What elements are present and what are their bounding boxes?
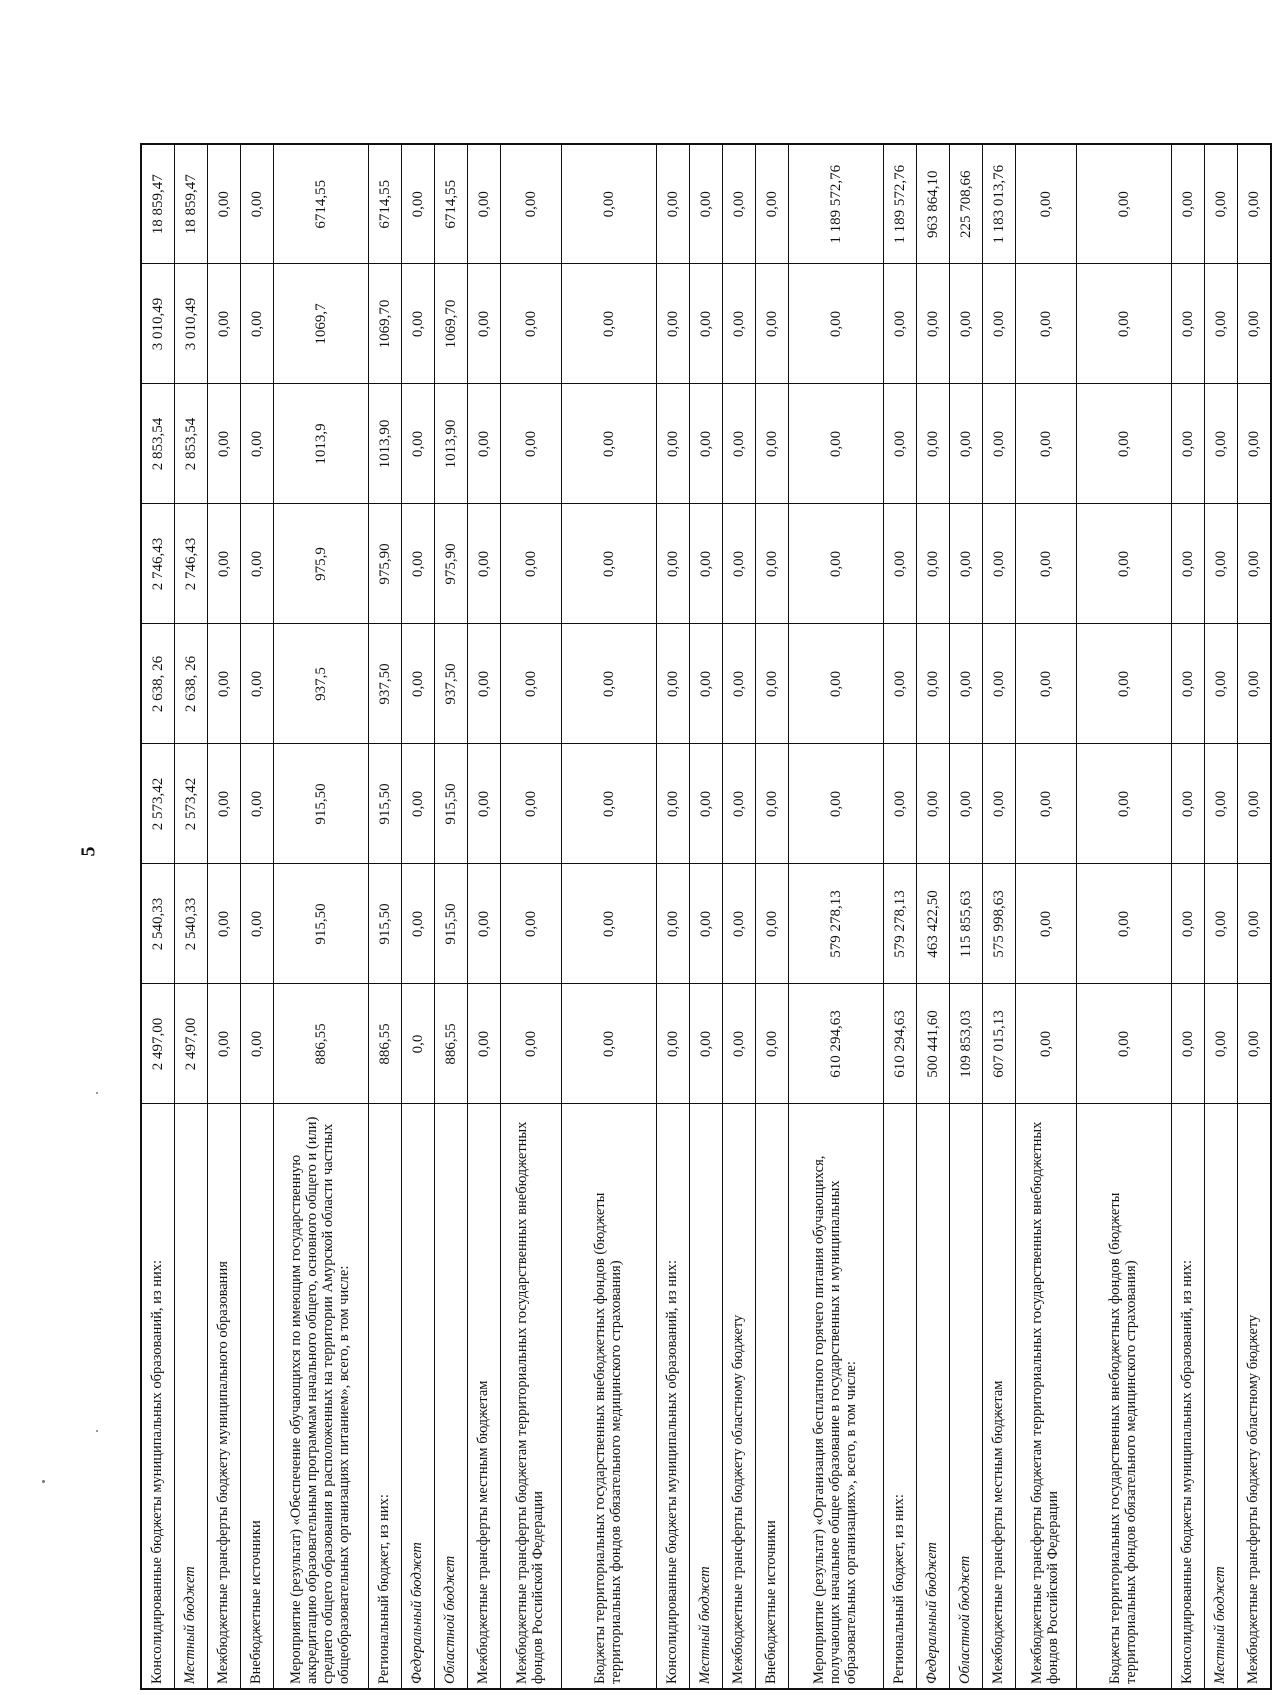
row-value-cell: 0,00: [917, 504, 950, 624]
row-value-cell: 0,00: [1016, 504, 1077, 624]
row-value-cell: 0,00: [950, 384, 983, 504]
row-label: Консолидированные бюджеты муниципальных образований, из них:: [141, 1104, 175, 1689]
row-value-cell: 1013,90: [369, 384, 402, 504]
row-value-cell: 0,00: [562, 744, 657, 864]
row-value-cell: 0,00: [723, 624, 756, 744]
row-total-cell: 1 183 013,76: [983, 144, 1016, 264]
row-value-cell: 1069,70: [435, 264, 468, 384]
row-value-cell: 500 441,60: [917, 984, 950, 1104]
row-value-cell: 0,00: [884, 624, 917, 744]
row-value-cell: 0,00: [690, 504, 723, 624]
page-number: 5: [77, 846, 100, 857]
row-value-cell: 0,00: [501, 384, 562, 504]
row-value-cell: 0,00: [690, 744, 723, 864]
row-label: Внебюджетные источники: [241, 1104, 274, 1689]
scan-speck: [96, 1430, 98, 1432]
row-label: Консолидированные бюджеты муниципальных образований, из них:: [1172, 1104, 1205, 1689]
row-value-cell: 915,50: [274, 864, 369, 984]
table-row: [1016, 144, 1077, 1689]
row-value-cell: 0,00: [690, 864, 723, 984]
row-label: Межбюджетные трансферты местным бюджетам: [983, 1104, 1016, 1689]
row-value-cell: 0,00: [950, 624, 983, 744]
row-value-cell: 0,00: [1172, 744, 1205, 864]
row-value-cell: 0,00: [1077, 384, 1172, 504]
table-row: [917, 144, 950, 1689]
row-value-cell: 0,00: [1016, 984, 1077, 1104]
row-label: Межбюджетные трансферты местным бюджетам: [468, 1104, 501, 1689]
row-total-cell: 0,00: [402, 144, 435, 264]
row-value-cell: 0,00: [917, 744, 950, 864]
row-label: Межбюджетные трансферты бюджетам территориальных государственных внебюджетных фондов Российской Федерации: [1016, 1104, 1077, 1689]
table-row: [983, 144, 1016, 1689]
row-value-cell: 2 746,43: [175, 504, 208, 624]
table-row: [1077, 144, 1172, 1689]
row-total-cell: 0,00: [756, 144, 789, 264]
row-value-cell: 0,00: [657, 504, 690, 624]
row-value-cell: 0,00: [723, 504, 756, 624]
row-value-cell: 975,90: [369, 504, 402, 624]
row-value-cell: 0,0: [402, 984, 435, 1104]
row-value-cell: 0,00: [1238, 384, 1272, 504]
row-value-cell: 0,00: [1172, 864, 1205, 984]
row-total-cell: 6714,55: [435, 144, 468, 264]
table-row: [468, 144, 501, 1689]
row-value-cell: 0,00: [1172, 984, 1205, 1104]
row-value-cell: 0,00: [1205, 744, 1238, 864]
row-label: Местный бюджет: [1205, 1104, 1238, 1689]
row-value-cell: 0,00: [208, 504, 241, 624]
table-row: [1205, 144, 1238, 1689]
row-value-cell: 915,50: [435, 744, 468, 864]
row-value-cell: 0,00: [402, 624, 435, 744]
row-value-cell: 915,50: [274, 744, 369, 864]
row-value-cell: 2 497,00: [175, 984, 208, 1104]
row-value-cell: 0,00: [657, 384, 690, 504]
row-value-cell: 0,00: [756, 384, 789, 504]
table-row: [501, 144, 562, 1689]
row-total-cell: 0,00: [208, 144, 241, 264]
row-value-cell: 0,00: [756, 504, 789, 624]
row-value-cell: 0,00: [501, 264, 562, 384]
table-row: [657, 144, 690, 1689]
row-value-cell: 0,00: [208, 624, 241, 744]
row-value-cell: 0,00: [562, 384, 657, 504]
row-value-cell: 0,00: [1016, 384, 1077, 504]
row-label: Местный бюджет: [175, 1104, 208, 1689]
row-value-cell: 0,00: [501, 984, 562, 1104]
table-row: [435, 144, 468, 1689]
table-row: [884, 144, 917, 1689]
row-value-cell: 0,00: [657, 624, 690, 744]
row-value-cell: 579 278,13: [789, 864, 884, 984]
row-value-cell: 0,00: [690, 384, 723, 504]
row-value-cell: 937,50: [369, 624, 402, 744]
row-value-cell: 0,00: [723, 744, 756, 864]
row-value-cell: 610 294,63: [884, 984, 917, 1104]
row-value-cell: 0,00: [723, 264, 756, 384]
row-value-cell: 2 573,42: [175, 744, 208, 864]
row-value-cell: 0,00: [983, 744, 1016, 864]
row-total-cell: 1 189 572,76: [789, 144, 884, 264]
row-value-cell: 0,00: [468, 504, 501, 624]
row-value-cell: 0,00: [1016, 624, 1077, 744]
row-label: Мероприятие (результат) «Организация бесплатного горячего питания обучающихся, получающих начальное общее образование в государственных и муниципальных образовательных организациях», всего, в том числе:: [789, 1104, 884, 1689]
row-value-cell: 0,00: [501, 744, 562, 864]
row-value-cell: 0,00: [468, 864, 501, 984]
row-value-cell: 937,50: [435, 624, 468, 744]
row-value-cell: 2 540,33: [175, 864, 208, 984]
table-row: [1172, 144, 1205, 1689]
row-value-cell: 0,00: [917, 264, 950, 384]
row-value-cell: 0,00: [1205, 264, 1238, 384]
row-value-cell: 0,00: [657, 744, 690, 864]
row-value-cell: 975,9: [274, 504, 369, 624]
row-value-cell: 0,00: [468, 744, 501, 864]
row-value-cell: 915,50: [369, 864, 402, 984]
row-value-cell: 0,00: [1077, 984, 1172, 1104]
row-value-cell: 0,00: [562, 984, 657, 1104]
row-value-cell: 0,00: [789, 384, 884, 504]
row-label: Региональный бюджет, из них:: [369, 1104, 402, 1689]
row-label: Межбюджетные трансферты бюджетам территориальных государственных внебюджетных фондов Российской Федерации: [501, 1104, 562, 1689]
row-total-cell: 963 864,10: [917, 144, 950, 264]
row-total-cell: 0,00: [1172, 144, 1205, 264]
row-label: Межбюджетные трансферты бюджету муниципального образования: [208, 1104, 241, 1689]
row-total-cell: 0,00: [1077, 144, 1172, 264]
row-value-cell: 0,00: [917, 624, 950, 744]
row-value-cell: 0,00: [241, 504, 274, 624]
row-value-cell: 0,00: [983, 264, 1016, 384]
row-value-cell: 115 855,63: [950, 864, 983, 984]
row-label: Межбюджетные трансферты бюджету областному бюджету: [723, 1104, 756, 1689]
row-value-cell: 0,00: [468, 624, 501, 744]
row-label: Местный бюджет: [690, 1104, 723, 1689]
row-value-cell: 937,5: [274, 624, 369, 744]
row-value-cell: 0,00: [402, 744, 435, 864]
row-value-cell: 0,00: [1238, 264, 1272, 384]
row-value-cell: 886,55: [435, 984, 468, 1104]
row-total-cell: 18 859,47: [175, 144, 208, 264]
table-row: [208, 144, 241, 1689]
row-total-cell: 0,00: [1205, 144, 1238, 264]
row-value-cell: 0,00: [402, 504, 435, 624]
row-value-cell: 1069,7: [274, 264, 369, 384]
row-value-cell: 0,00: [1172, 624, 1205, 744]
row-value-cell: 2 638, 26: [175, 624, 208, 744]
row-value-cell: 0,00: [756, 984, 789, 1104]
table-row: [1238, 144, 1272, 1689]
row-value-cell: 2 746,43: [141, 504, 175, 624]
row-value-cell: 0,00: [1238, 504, 1272, 624]
table-row: [369, 144, 402, 1689]
scan-speck: [96, 1092, 98, 1094]
row-value-cell: 0,00: [1205, 504, 1238, 624]
row-value-cell: 0,00: [208, 864, 241, 984]
row-total-cell: 0,00: [1016, 144, 1077, 264]
row-total-cell: 0,00: [657, 144, 690, 264]
row-value-cell: 0,00: [468, 264, 501, 384]
row-value-cell: 915,50: [369, 744, 402, 864]
row-value-cell: 0,00: [562, 624, 657, 744]
row-value-cell: 0,00: [241, 744, 274, 864]
row-value-cell: 0,00: [1077, 864, 1172, 984]
row-value-cell: 0,00: [1016, 864, 1077, 984]
row-value-cell: 0,00: [562, 504, 657, 624]
row-value-cell: 0,00: [1205, 624, 1238, 744]
row-label: Бюджеты территориальных государственных внебюджетных фондов (бюджеты территориальных фондов обязательного медицинского страхования): [1077, 1104, 1172, 1689]
row-value-cell: 0,00: [208, 264, 241, 384]
row-value-cell: 0,00: [1205, 864, 1238, 984]
table-row: [756, 144, 789, 1689]
row-value-cell: 610 294,63: [789, 984, 884, 1104]
row-total-cell: 225 708,66: [950, 144, 983, 264]
row-value-cell: 886,55: [369, 984, 402, 1104]
row-value-cell: 0,00: [1016, 744, 1077, 864]
row-label: Региональный бюджет, из них:: [884, 1104, 917, 1689]
row-value-cell: 0,00: [756, 744, 789, 864]
row-total-cell: 18 859,47: [141, 144, 175, 264]
row-value-cell: 0,00: [562, 864, 657, 984]
row-value-cell: 0,00: [468, 384, 501, 504]
row-value-cell: 0,00: [241, 864, 274, 984]
row-value-cell: 0,00: [756, 264, 789, 384]
row-value-cell: 0,00: [690, 624, 723, 744]
row-value-cell: 0,00: [1205, 384, 1238, 504]
row-value-cell: 0,00: [789, 624, 884, 744]
row-value-cell: 0,00: [884, 384, 917, 504]
row-label: Внебюджетные источники: [756, 1104, 789, 1689]
row-value-cell: 3 010,49: [175, 264, 208, 384]
row-value-cell: 579 278,13: [884, 864, 917, 984]
row-total-cell: 0,00: [562, 144, 657, 264]
row-value-cell: 0,00: [789, 744, 884, 864]
row-value-cell: 0,00: [950, 744, 983, 864]
row-value-cell: 0,00: [789, 264, 884, 384]
row-value-cell: 0,00: [241, 624, 274, 744]
row-value-cell: 0,00: [402, 264, 435, 384]
row-value-cell: 1069,70: [369, 264, 402, 384]
row-value-cell: 0,00: [1077, 744, 1172, 864]
row-value-cell: 0,00: [884, 264, 917, 384]
row-value-cell: 0,00: [657, 264, 690, 384]
row-total-cell: 0,00: [690, 144, 723, 264]
row-value-cell: 0,00: [756, 624, 789, 744]
row-label: Межбюджетные трансферты бюджету областному бюджету: [1238, 1104, 1272, 1689]
row-value-cell: 0,00: [501, 624, 562, 744]
budget-table: [140, 143, 1272, 1690]
row-value-cell: 0,00: [501, 504, 562, 624]
row-value-cell: 0,00: [1172, 504, 1205, 624]
row-value-cell: 0,00: [723, 864, 756, 984]
row-value-cell: 3 010,49: [141, 264, 175, 384]
table-row: [723, 144, 756, 1689]
row-value-cell: 0,00: [690, 984, 723, 1104]
row-value-cell: 0,00: [468, 984, 501, 1104]
row-value-cell: 607 015,13: [983, 984, 1016, 1104]
row-value-cell: 0,00: [208, 384, 241, 504]
row-value-cell: 0,00: [723, 384, 756, 504]
table-row: [274, 144, 369, 1689]
row-value-cell: 0,00: [950, 264, 983, 384]
budget-table-body: [141, 144, 1271, 1689]
row-value-cell: 0,00: [917, 384, 950, 504]
row-total-cell: 0,00: [1238, 144, 1272, 264]
row-value-cell: 0,00: [723, 984, 756, 1104]
table-row: [141, 144, 175, 1689]
row-total-cell: 0,00: [241, 144, 274, 264]
row-value-cell: 0,00: [241, 384, 274, 504]
row-value-cell: 2 497,00: [141, 984, 175, 1104]
row-value-cell: 0,00: [1238, 984, 1272, 1104]
row-total-cell: 6714,55: [274, 144, 369, 264]
row-value-cell: 0,00: [1238, 624, 1272, 744]
row-value-cell: 0,00: [402, 384, 435, 504]
row-label: Консолидированные бюджеты муниципальных образований, из них:: [657, 1104, 690, 1689]
row-value-cell: 0,00: [657, 984, 690, 1104]
row-value-cell: 0,00: [241, 984, 274, 1104]
table-row: [690, 144, 723, 1689]
row-value-cell: 915,50: [435, 864, 468, 984]
row-value-cell: 575 998,63: [983, 864, 1016, 984]
row-value-cell: 0,00: [789, 504, 884, 624]
row-value-cell: 0,00: [501, 864, 562, 984]
row-value-cell: 2 853,54: [141, 384, 175, 504]
row-label: Областной бюджет: [950, 1104, 983, 1689]
row-value-cell: 0,00: [1172, 384, 1205, 504]
budget-sheet: [140, 145, 1262, 1690]
row-value-cell: 0,00: [1077, 504, 1172, 624]
row-value-cell: 109 853,03: [950, 984, 983, 1104]
row-value-cell: 0,00: [983, 504, 1016, 624]
row-value-cell: 0,00: [1172, 264, 1205, 384]
row-value-cell: 2 853,54: [175, 384, 208, 504]
table-row: [241, 144, 274, 1689]
table-row: [562, 144, 657, 1689]
row-value-cell: 1013,90: [435, 384, 468, 504]
row-value-cell: 0,00: [657, 864, 690, 984]
row-label: Федеральный бюджет: [917, 1104, 950, 1689]
row-value-cell: 0,00: [1016, 264, 1077, 384]
row-total-cell: 0,00: [501, 144, 562, 264]
row-label: Областной бюджет: [435, 1104, 468, 1689]
row-value-cell: 0,00: [884, 744, 917, 864]
row-value-cell: 2 540,33: [141, 864, 175, 984]
row-value-cell: 0,00: [983, 624, 1016, 744]
row-value-cell: 463 422,50: [917, 864, 950, 984]
row-value-cell: 0,00: [884, 504, 917, 624]
row-total-cell: 0,00: [468, 144, 501, 264]
row-value-cell: 0,00: [562, 264, 657, 384]
row-value-cell: 0,00: [402, 864, 435, 984]
row-value-cell: 0,00: [1238, 864, 1272, 984]
row-value-cell: 0,00: [1205, 984, 1238, 1104]
row-value-cell: 2 573,42: [141, 744, 175, 864]
row-label: Федеральный бюджет: [402, 1104, 435, 1689]
row-value-cell: 0,00: [208, 984, 241, 1104]
table-row: [950, 144, 983, 1689]
row-value-cell: 2 638, 26: [141, 624, 175, 744]
row-value-cell: 0,00: [756, 864, 789, 984]
row-value-cell: 0,00: [690, 264, 723, 384]
row-value-cell: 0,00: [983, 384, 1016, 504]
row-total-cell: 6714,55: [369, 144, 402, 264]
table-row: [789, 144, 884, 1689]
row-total-cell: 1 189 572,76: [884, 144, 917, 264]
row-value-cell: 0,00: [208, 744, 241, 864]
row-value-cell: 0,00: [950, 504, 983, 624]
scan-speck: [42, 1480, 45, 1483]
row-value-cell: 0,00: [241, 264, 274, 384]
row-total-cell: 0,00: [723, 144, 756, 264]
row-value-cell: 1013,9: [274, 384, 369, 504]
row-value-cell: 0,00: [1077, 624, 1172, 744]
row-label: Бюджеты территориальных государственных внебюджетных фондов (бюджеты территориальных фондов обязательного медицинского страхования): [562, 1104, 657, 1689]
row-value-cell: 0,00: [1077, 264, 1172, 384]
table-row: [175, 144, 208, 1689]
row-value-cell: 886,55: [274, 984, 369, 1104]
row-value-cell: 975,90: [435, 504, 468, 624]
table-row: [402, 144, 435, 1689]
row-value-cell: 0,00: [1238, 744, 1272, 864]
row-label: Мероприятие (результат) «Обеспечение обучающихся по имеющим государственную аккредитацию образовательным программам начального общего, основного общего и (или) среднего общего образования в расположенных на территории Амурской области частных общеобразовательных организациях питанием», всего, в том числе:: [274, 1104, 369, 1689]
